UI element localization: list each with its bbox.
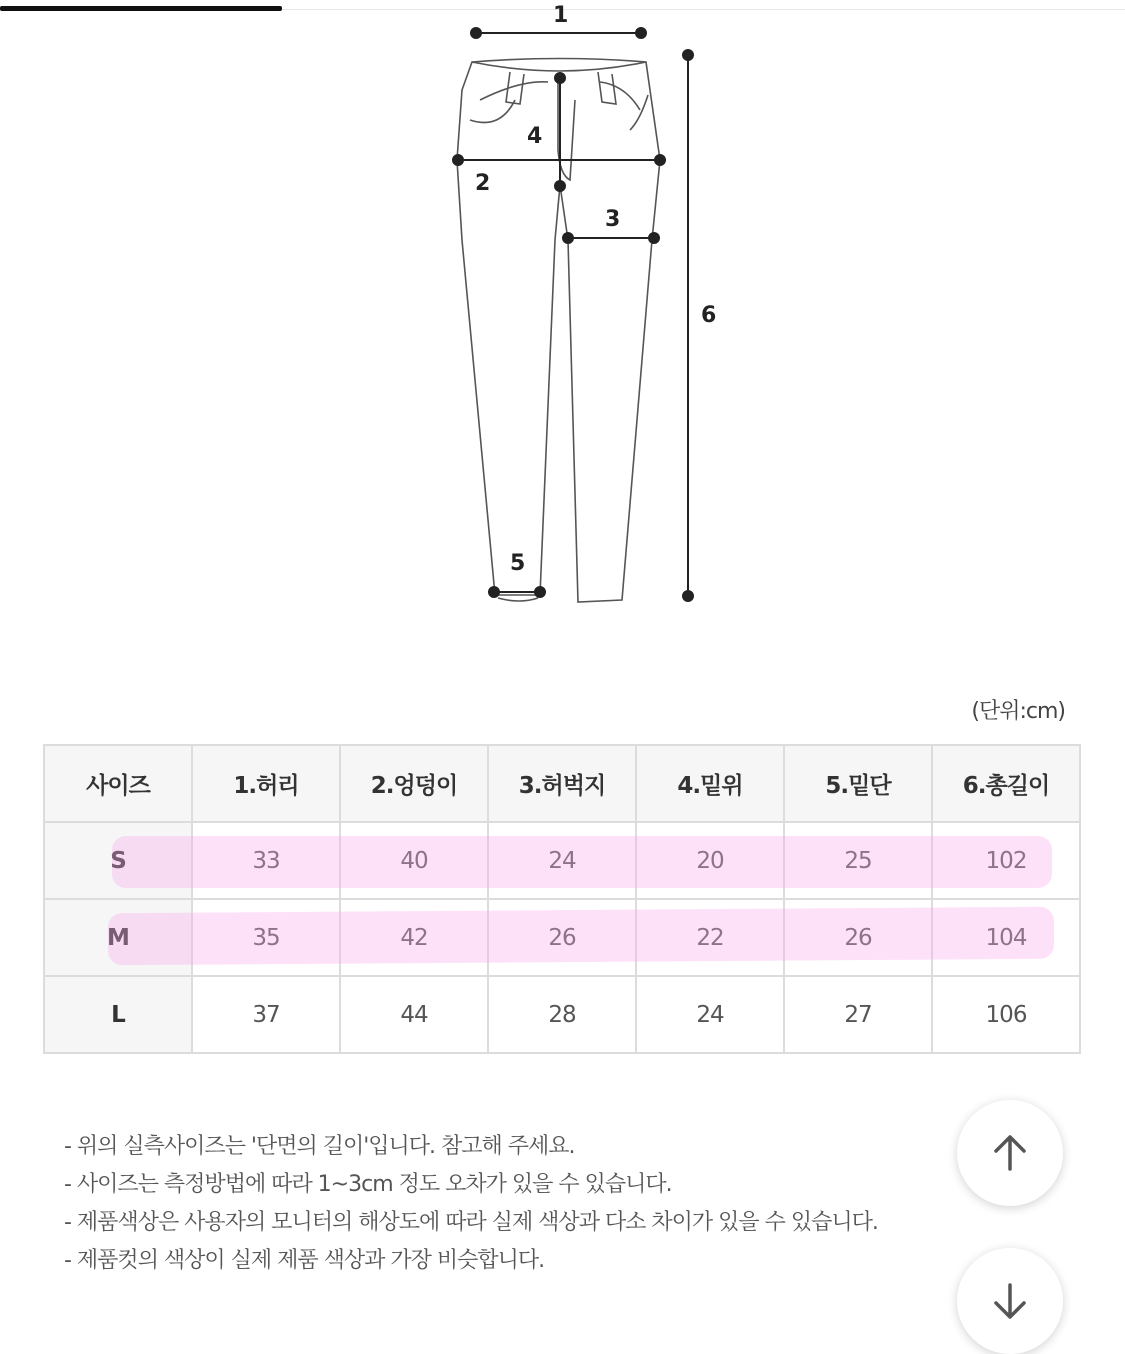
size-cell: S: [44, 822, 192, 899]
table-cell: 26: [784, 899, 932, 976]
table-cell: 35: [192, 899, 340, 976]
table-cell: 44: [340, 976, 488, 1053]
header-waist: 1.허리: [192, 745, 340, 822]
note-line: - 제품컷의 색상이 실제 제품 색상과 가장 비슷합니다.: [64, 1248, 545, 1273]
label-4: 4: [527, 124, 543, 149]
header-hem: 5.밑단: [784, 745, 932, 822]
table-cell: 25: [784, 822, 932, 899]
table-cell: 20: [636, 822, 784, 899]
label-1: 1: [553, 3, 569, 28]
label-2: 2: [475, 171, 491, 196]
arrow-up-icon: [988, 1131, 1032, 1175]
table-row: [44, 899, 1080, 976]
table-row: [44, 976, 1080, 1053]
header-thigh: 3.허벅지: [488, 745, 636, 822]
table-cell: 24: [636, 976, 784, 1053]
arrow-down-icon: [988, 1279, 1032, 1323]
measurement-lines: [453, 28, 693, 601]
table-cell: 22: [636, 899, 784, 976]
table-header-row: [44, 745, 1080, 822]
table-cell: 37: [192, 976, 340, 1053]
note-line: - 위의 실측사이즈는 '단면의 길이'입니다. 참고해 주세요.: [64, 1134, 575, 1159]
table-cell: 33: [192, 822, 340, 899]
pants-outline: [457, 59, 660, 603]
label-6: 6: [701, 303, 717, 328]
table-cell: 104: [932, 899, 1080, 976]
note-line: - 사이즈는 측정방법에 따라 1~3cm 정도 오차가 있을 수 있습니다.: [64, 1172, 672, 1197]
header-length: 6.총길이: [932, 745, 1080, 822]
table-cell: 27: [784, 976, 932, 1053]
table-cell: 28: [488, 976, 636, 1053]
table-cell: 106: [932, 976, 1080, 1053]
table-cell: 40: [340, 822, 488, 899]
table-cell: 102: [932, 822, 1080, 899]
notes: [64, 1128, 878, 1280]
label-5: 5: [510, 551, 526, 576]
table-row: [44, 822, 1080, 899]
table-cell: 42: [340, 899, 488, 976]
note-line: - 제품색상은 사용자의 모니터의 해상도에 따라 실제 색상과 다소 차이가 있을 수 있습니다.: [64, 1210, 878, 1235]
header-rise: 4.밑위: [636, 745, 784, 822]
size-cell: L: [44, 976, 192, 1053]
scroll-progress-bar: [0, 6, 282, 11]
scroll-top-button[interactable]: [957, 1100, 1063, 1206]
header-size: 사이즈: [44, 745, 192, 822]
size-cell: M: [44, 899, 192, 976]
label-3: 3: [605, 207, 621, 232]
unit-label: (단위:cm): [971, 699, 1065, 724]
table-cell: 26: [488, 899, 636, 976]
size-table: [43, 744, 1081, 1054]
pants-measurement-diagram: [430, 0, 750, 620]
table-cell: 24: [488, 822, 636, 899]
scroll-bottom-button[interactable]: [957, 1248, 1063, 1354]
header-hip: 2.엉덩이: [340, 745, 488, 822]
